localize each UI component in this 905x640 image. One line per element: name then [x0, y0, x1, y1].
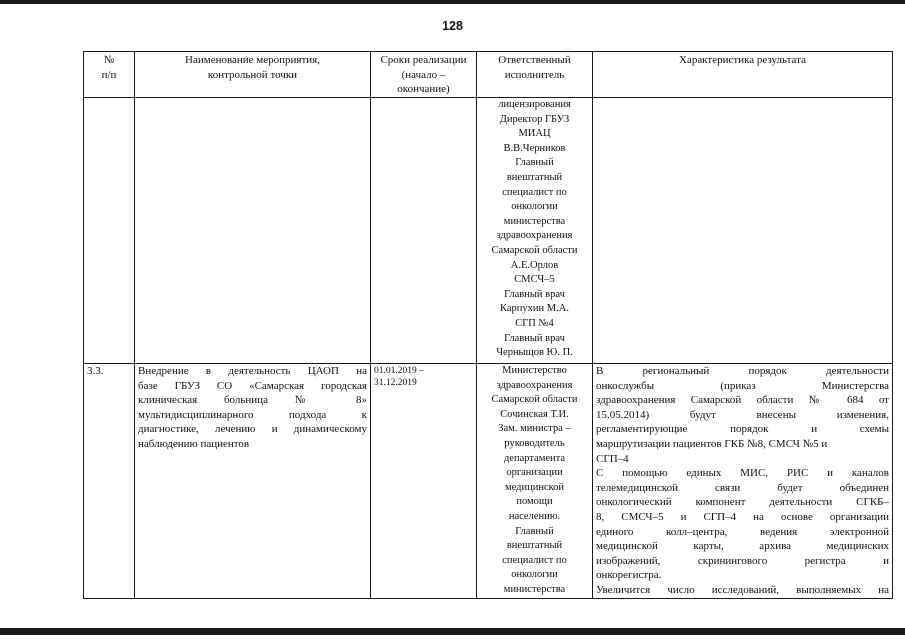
executor-line: организации	[506, 467, 563, 479]
executor-line: специалист по	[502, 554, 567, 566]
executor-line: Главный врач	[504, 332, 565, 344]
header-name	[135, 52, 371, 98]
executor-line: здравоохранения	[496, 379, 573, 391]
header-executor-line-2: исполнитель	[504, 68, 565, 81]
activity-name-line: диагностике, лечению и динамическому	[138, 423, 367, 436]
result-line: телемедицинской связи будет объединен	[596, 481, 889, 494]
activity-name-line: мультидисциплинарного подхода к	[138, 408, 367, 421]
result-line: онкологический компонент деятельности СГКБ–	[596, 496, 889, 509]
executor-line: Главный	[515, 525, 554, 537]
bottom-rule	[0, 628, 905, 635]
result-line: регламентирующие порядок и схемы	[596, 423, 889, 436]
executor-line: СМСЧ–5	[514, 274, 555, 286]
activity-name-line: Внедрение в деятельность ЦАОП на	[138, 365, 367, 377]
executor-line: помощи	[516, 496, 553, 508]
result-line: медицинской карты, архива медицинских	[596, 540, 889, 553]
executor-line: онкологии	[511, 569, 558, 581]
executor-line: Сочинская Т.И.	[500, 408, 569, 420]
cell-dates	[371, 364, 477, 599]
executor-line: населению.	[508, 510, 561, 522]
result-line: маршрутизации пациентов ГКБ №8, СМСЧ №5 и	[596, 437, 828, 450]
executor-line: Министерство	[502, 365, 567, 376]
date-end: 31.12.2019	[374, 377, 417, 388]
activity-name-line: клиническая больница № 8»	[138, 394, 367, 407]
table-row-continuation	[84, 98, 893, 364]
executor-line: Карпухин М.А.	[500, 303, 569, 315]
header-dates	[371, 52, 477, 98]
header-executor	[477, 52, 593, 98]
header-dates-line-2: (начало –	[401, 68, 446, 81]
activity-name-line: базе ГБУЗ СО «Самарская городская	[138, 379, 367, 392]
cell-activity-name	[135, 364, 371, 599]
table-header-row	[84, 52, 893, 98]
executor-line: министерства	[503, 583, 566, 595]
header-name-line-2: контрольной точки	[207, 68, 298, 81]
result-line: 8, СМСЧ–5 и СГП–4 на основе организации	[596, 510, 889, 523]
cell-executor	[477, 364, 593, 599]
top-rule	[0, 0, 905, 4]
executor-line: внештатный	[506, 540, 563, 552]
header-executor-line-1: Ответственный	[498, 54, 571, 66]
cell-executor-continuation	[477, 98, 593, 364]
result-line: изображений, скринингового регистра и	[596, 554, 889, 567]
cell-dates-empty	[371, 98, 477, 364]
executor-line: руководитель	[504, 437, 565, 449]
header-result-line-1: Характеристика результата	[679, 54, 806, 66]
result-line: 15.05.2014) будут внесены изменения,	[596, 408, 889, 421]
result-line: С помощью единых МИС, РИС и каналов	[596, 467, 889, 480]
header-num-line-2: п/п	[101, 68, 117, 81]
header-result	[593, 52, 893, 98]
executor-line: В.В.Черников	[503, 142, 566, 154]
executor-line: Директор ГБУЗ	[499, 113, 570, 125]
executor-line: СГП №4	[515, 317, 554, 329]
cell-name-empty	[135, 98, 371, 364]
executor-line: Самарской области	[491, 394, 578, 406]
page-number: 128	[442, 19, 463, 33]
date-start: 01.01.2019 –	[374, 366, 424, 376]
result-line: здравоохранения Самарской области № 684 от	[596, 394, 889, 407]
cell-num-empty	[84, 98, 135, 364]
result-line: онкослужбы (приказ Министерства	[596, 379, 889, 392]
executor-line: Главный	[515, 157, 554, 169]
header-num	[84, 52, 135, 98]
executor-line: медицинской	[504, 481, 565, 493]
header-dates-line-1: Сроки реализации	[380, 54, 467, 66]
executor-line: Зам. министра –	[498, 423, 571, 435]
header-name-line-1: Наименование мероприятия,	[185, 54, 320, 66]
executor-line: внештатный	[506, 171, 563, 183]
executor-line: министерства	[503, 215, 566, 227]
result-line: СГП–4	[596, 452, 629, 465]
executor-line: А.Е.Орлов	[510, 259, 559, 271]
result-line: Увеличится число исследований, выполняемых на	[596, 583, 889, 596]
cell-result-empty	[593, 98, 893, 364]
executor-line: лицензирования	[498, 99, 571, 110]
executor-line: специалист по	[502, 186, 567, 198]
executor-line: здравоохранения	[496, 230, 573, 242]
executor-line: департамента	[503, 452, 566, 464]
activity-name-line: наблюдению пациентов	[138, 437, 250, 450]
activities-table	[83, 51, 893, 599]
executor-line: онкологии	[511, 201, 558, 213]
executor-line: Самарской области	[491, 244, 578, 256]
result-line: единого колл–центра, ведения электронной	[596, 525, 889, 538]
result-line: онкорегистра.	[596, 569, 662, 582]
header-dates-line-3: окончание)	[397, 83, 450, 96]
executor-line: Главный врач	[504, 288, 565, 300]
cell-row-number: 3.3.	[84, 364, 135, 599]
header-num-line-1: №	[103, 54, 115, 66]
executor-line: МИАЦ	[518, 128, 551, 140]
executor-line: Черныщов Ю. П.	[496, 347, 573, 359]
cell-result	[593, 364, 893, 599]
table-row-3-3	[84, 364, 893, 599]
result-line: В региональный порядок деятельности	[596, 365, 889, 377]
